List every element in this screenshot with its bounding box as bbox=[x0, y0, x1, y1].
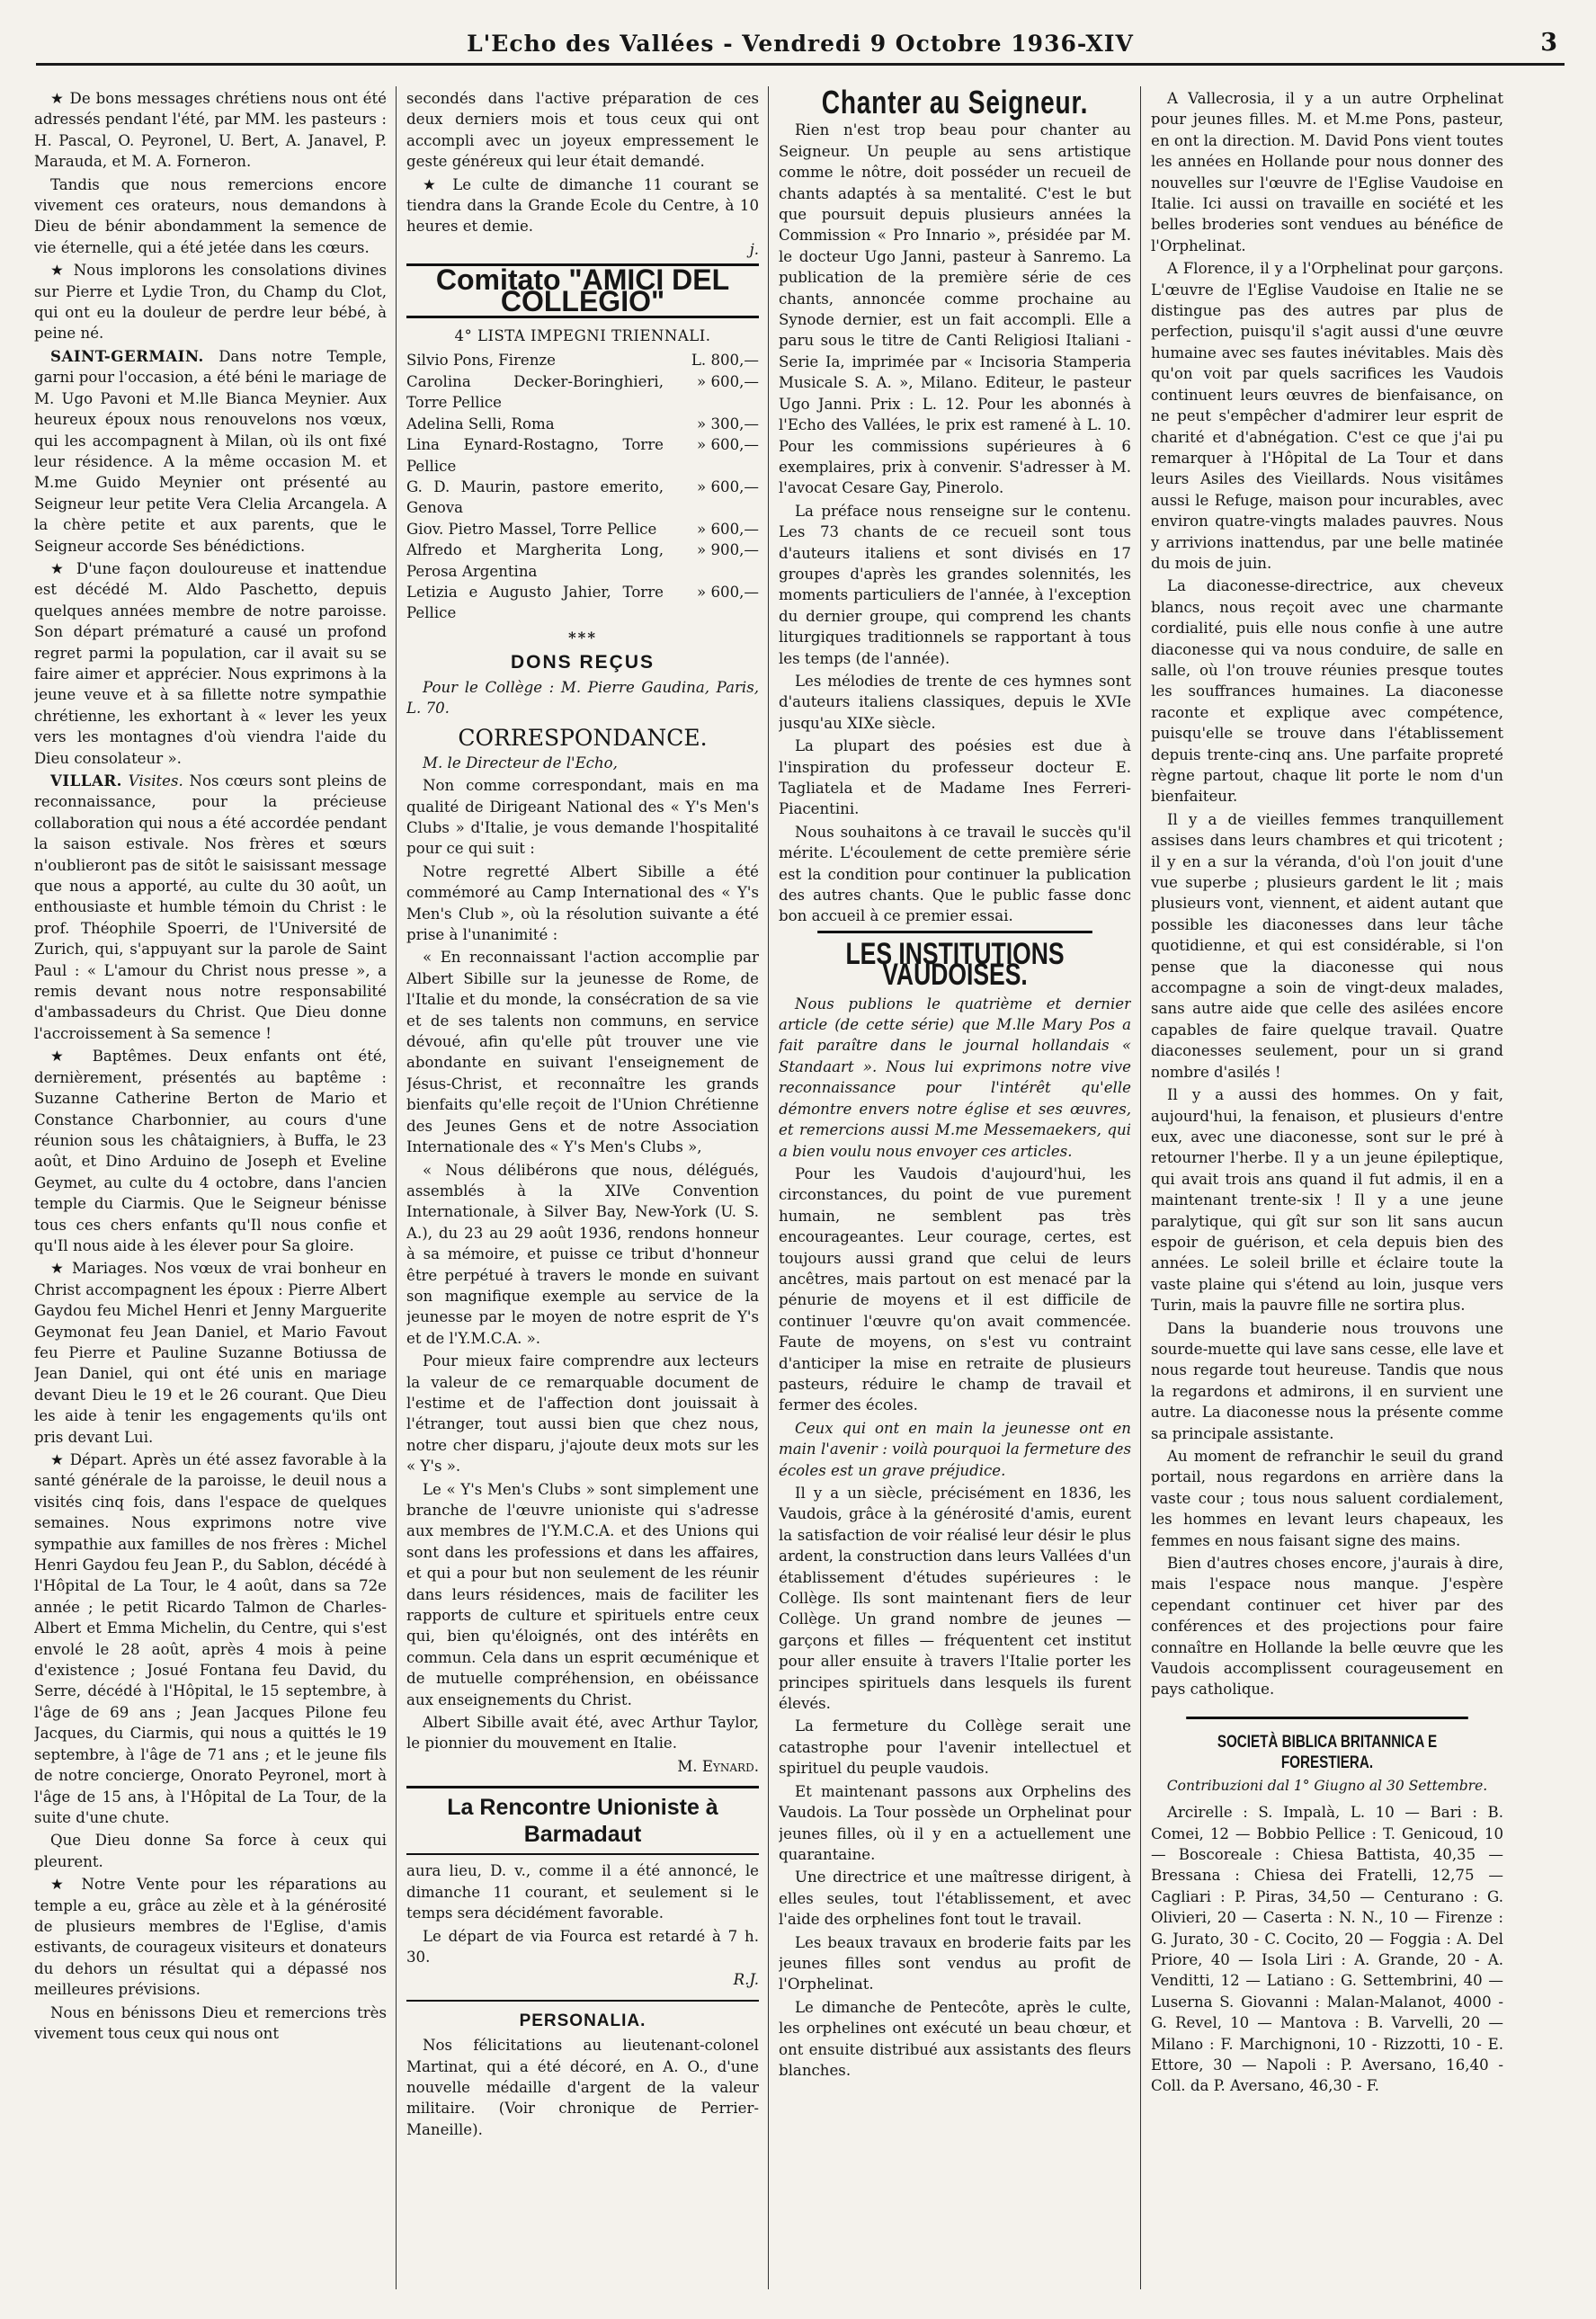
paragraph: Nous souhaitons à ce travail le succès qu'il mérite. L'écoulement de cette première série est la condition pour continuer la publication des autres chants. Que le public fasse donc bon accueil à ce premier essai. bbox=[779, 823, 1131, 925]
parish-label: VILLAR. bbox=[50, 772, 122, 789]
dons-heading: DONS REÇUS bbox=[510, 652, 655, 673]
column-rule bbox=[768, 86, 769, 2289]
paragraph: La préface nous renseigne sur le contenu. Les 73 chants de ce recueil sont tous d'auteurs italiens et sont divisés en 17 groupes d'après les grandes solennités, les moments particuliers de l'année, à l'exception du dernier groupe, qui comprend les chants liturgiques traditionnels se rapportant à tous les temps (de l'année). bbox=[779, 502, 1131, 667]
biblica-subtitle: Contribuzioni dal 1° Giugno al 30 Settembre. bbox=[1166, 1777, 1488, 1794]
paragraph: « Nous délibérons que nous, délégués, assemblés à la XIVe Convention Internationale, à Silver Bay, New-York (U. S. A.), du 23 au 29 août 1936, rendons honneur à sa mémoire, et puisse ce tribut d'honneur être perpétué à travers le monde en suivant son magnifique exemple au service de la jeunesse par le moyen de notre esprit de Y's et de l'Y.M.C.A. ». bbox=[406, 1161, 759, 1347]
paragraph: A Florence, il y a l'Orphelinat pour garçons. L'œuvre de l'Eglise Vaudoise en Italie ne se distingue pas des autres par plus de perfection, puisqu'il s'agit aussi d'une œuvre humaine avec ses fautes inévitables. Mais dès qu'on voit par quels sacrifices les Vaudois continuent leurs œuvres de bienfaisance, on ne peut s'empêcher d'admirer leur esprit de charité et d'abnégation. C'est ce que j'ai pu remarquer à l'Hôpital de La Tour et dans leurs Asiles des Vieillards. Nous visitâmes aussi le Refuge, maison pour incurables, avec environ quatre-vingts malades pauvres. Nous y arrivions inattendus, par une belle matinée du mois de juin. bbox=[1151, 260, 1503, 572]
list-item: Silvio Pons, Firenze L. 800,— bbox=[406, 352, 759, 370]
chanter-heading: Chanter au Seigneur. bbox=[821, 88, 1089, 120]
comitato-heading: Comitato "AMICI DEL COLLEGIO" bbox=[406, 263, 759, 318]
correspondance-heading: CORRESPONDANCE. bbox=[458, 725, 708, 752]
separator-stars: *** bbox=[567, 628, 598, 647]
intro-paragraph: Nous publions le quatrième et dernier article (de cette série) que M.lle Mary Pos a fait paraître dans le journal hollandais « Standaart ». Nous lui exprimons notre vive reconnaissance pour l'intérêt qu'elle démontre envers notre église et ses œuvres, et remercions aussi M.me Messemaekers, qui a bien voulu nous envoyer ces articles. bbox=[779, 994, 1131, 1160]
paragraph: Notre regretté Albert Sibille a été commémoré au Camp International des « Y's Men's Club », où la résolution suivante a été prise à l'unanimité : bbox=[406, 862, 759, 944]
paragraph: Et maintenant passons aux Orphelins des Vaudois. La Tour possède un Orphelinat pour jeunes filles, où il y en a actuellement une quarantaine. bbox=[779, 1782, 1131, 1863]
paragraph: Le départ de via Fourca est retardé à 7 h. 30. bbox=[406, 1927, 759, 1966]
rencontre-heading: La Rencontre Unioniste à Barmadaut bbox=[406, 1786, 759, 1855]
paragraph: Ceux qui ont en main la jeunesse ont en main l'avenir : voilà pourquoi la fermeture des écoles est un grave préjudice. bbox=[779, 1419, 1131, 1479]
list-item: Giov. Pietro Massel, Torre Pellice » 600,— bbox=[406, 520, 759, 538]
paragraph: A Vallecrosia, il y a un autre Orphelinat pour jeunes filles. M. et M.me Pons, pasteur, en ont la direction. M. David Pons vient toutes les années en Hollande pour nous donner des nouvelles sur l'œuvre de l'Eglise Vaudoise en Italie. Ici aussi on travaille en société et les belles broderies sont vendues au bénéfice de l'Orphelinat. bbox=[1151, 90, 1503, 254]
paragraph: La diaconesse-directrice, aux cheveux blancs, nous reçoit avec une charmante cordialité, puis elle nous confie à une autre diaconesse qui va nous conduire, de salle en salle, où l'on trouve réunies presque toutes les souffrances humaines. La diaconesse raconte et explique avec compétence, puisqu'elle se trouve dans l'établissement depuis trente-cinq ans. Une parfaite propreté règne partout, chaque lit porte le nom d'un bienfaiteur. bbox=[1151, 577, 1503, 806]
paragraph: Le dimanche de Pentecôte, après le culte, les orphelines ont exécuté un beau chœur, et ont ensuite distribué aux assistants des fleurs blanches. bbox=[779, 1998, 1131, 2079]
parish-label: SAINT-GERMAIN. bbox=[50, 346, 204, 365]
list-item: Adelina Selli, Roma » 300,— bbox=[406, 415, 759, 433]
paragraph: ★ Le culte de dimanche 11 courant se tiendra dans la Grande Ecole du Centre, à 10 heures et demie. bbox=[406, 175, 759, 236]
paragraph: ★ Départ. Après un été assez favorable à la santé générale de la paroisse, le deuil nous a visités cinq fois, dans l'espace de quelques semaines. Nous exprimons notre vive sympathie aux familles de nos frères : Michel Henri Gaydou feu Jean P., du Sablon, décédé à l'Hôpital de La Tour, le 4 août, dans sa 72e année ; le petit Ricardo Talmon de Charles-Albert et Emma Michelin, du Centre, qui s'est envolé le 28 août, après 4 mois à peine d'existence ; Josué Fontana feu David, du Serre, décédé à l'Hôpital, le 15 septembre, à l'âge de 69 ans ; Jean Jacques Pilone feu Jacques, du Ciarmis, qui nous a quittés le 19 septembre, à l'âge de 71 ans ; et le jeune fils de notre concierge, Onorato Peyronel, mort à l'âge de 15 ans, à l'Hôpital de La Tour, de la suite d'une chute. bbox=[34, 1451, 387, 1826]
paragraph: Le « Y's Men's Clubs » sont simplement une branche de l'œuvre unioniste qui s'adresse aux membres de l'Y.M.C.A. et des Unions qui sont dans les professions et dans les affaires, et qui a pour but non seulement de les réunir dans leurs résidences, mais de faciliter les rapports de culture et spirituels entre ceux qui, bien qu'éloignés, ont des intérêts en commun. Cela dans un esprit œcuménique et de mutuelle compréhension, en obéissance aux enseignements du Christ. bbox=[406, 1480, 759, 1708]
donations-list bbox=[406, 350, 759, 623]
paragraph: Pour les Vaudois d'aujourd'hui, les circonstances, du point de vue purement humain, ne semblent pas très encourageantes. Leur courage, certes, est toujours aussi grand que celui de leurs ancêtres, mais partout on est menacé par la pénurie de moyens et il est difficile de continuer l'œuvre qu'on avait commencée. Faute de moyens, on s'est vu contraint d'anticiper la mise en retraite de plusieurs pasteurs, réduire le champ de travail et fermer des écoles. bbox=[779, 1164, 1131, 1414]
paragraph: Une directrice et une maîtresse dirigent, à elles seules, tout l'établissement, et avec l'aide des orphelines font tout le travail. bbox=[779, 1869, 1131, 1929]
section-label: Visites. bbox=[121, 772, 183, 789]
paragraph: Tandis que nous remercions encore vivement ces orateurs, nous demandons à Dieu de bénir abondamment la semence de vie éternelle, qui a été jetée dans les cœurs. bbox=[34, 175, 387, 256]
column-3 bbox=[779, 88, 1131, 2291]
paragraph: Rien n'est trop beau pour chanter au Seigneur. Un peuple au sens artistique comme le nôtre, doit posséder un recueil de chants adaptés à sa mentalité. C'est le but que poursuit depuis plusieurs années la Commission « Pro Innario », présidée par M. le docteur Ugo Janni, pasteur à Sanremo. La publication de la première série de ces chants, annoncée comme prochaine au Synode dernier, est un fait accompli. Elle a paru sous le titre de Canti Religiosi Italiani - Serie Ia, imprimée par « Incisoria Stamperia Musicale S. A. », Milano. Editeur, le pasteur Ugo Janni. Prix : L. 12. Pour les abonnés à l'Echo des Vallées, le prix est ramené à L. 10. Pour les commissions supérieures à 6 exemplaires, prix à convenir. S'adresser à M. l'avocat Cesare Gay, Pinerolo. bbox=[779, 121, 1131, 497]
signature: M. Eynard. bbox=[677, 1757, 759, 1775]
paragraph: Il y a aussi des hommes. On y fait, aujourd'hui, la fenaison, et plusieurs d'entre eux, avec une diaconesse, sont sur le pré à retourner l'herbe. Il y a un jeune épileptique, qui avait trois ans quand il fut admis, il en a maintenant trente-six ! Il y a une jeune paralytique, qui gît sur son lit sans aucun espoir de guérison, et cela depuis bien des années. Le soleil brille et éclaire toute la vaste plaine qui s'étend au loin, jusque vers Turin, mais la pauvre fille ne sortira plus. bbox=[1151, 1086, 1503, 1315]
paragraph: ★ Nous implorons les consolations divines sur Pierre et Lydie Tron, du Champ du Clot, qui ont eu la douleur de perdre leur bébé, à peine né. bbox=[34, 262, 387, 343]
column-rule bbox=[1140, 86, 1141, 2289]
paragraph: ★ Baptêmes. Deux enfants ont été, dernièrement, présentés au baptême : Suzanne Catherine Berton de Mario et Constance Charbonnier, au cours d'une réunion sous les châtaigniers, à Buffa, le 23 août, et Dino Arduino de Joseph et Eveline Geymet, au culte du 4 octobre, dans l'ancien temple du Ciarmis. Que le Seigneur bénisse tous ces chers enfants qu'Il nous confie et qu'Il nous aide à les élever pour Sa gloire. bbox=[34, 1048, 387, 1254]
paragraph: Dans la buanderie nous trouvons une sourde-muette qui lave sans cesse, elle lave et nous regarde tout heureuse. Tandis que nous la regardons et admirons, il en survient une autre. La diaconesse nous la présente comme sa principale assistante. bbox=[1151, 1319, 1503, 1442]
column-2 bbox=[406, 88, 759, 2291]
list-title: 4° LISTA IMPEGNI TRIENNALI. bbox=[454, 327, 711, 345]
saint-germain-news bbox=[34, 346, 387, 557]
paragraph: Albert Sibille avait été, avec Arthur Taylor, le pionnier du mouvement en Italie. bbox=[406, 1714, 759, 1753]
paragraph: Bien d'autres choses encore, j'aurais à dire, mais l'espace nous manque. J'espère cependant continuer cet hiver par des conférences et des projections pour faire connaître en Hollande la belle œuvre que les Vaudois accomplissent courageusement en pays catholique. bbox=[1151, 1555, 1503, 1699]
biblica-heading: SOCIETÀ BIBLICA BRITANNICA E FORESTIERA. bbox=[1186, 1717, 1468, 1774]
list-item: Carolina Decker-Boringhieri, Torre Pellice » 600,— bbox=[406, 372, 759, 412]
page-number: 3 bbox=[1540, 29, 1557, 57]
paragraph: Arcirelle : S. Impalà, L. 10 — Bari : B. Comei, 12 — Bobbio Pellice : T. Genicoud, 10 — Boscoreale : Chiesa Battista, 40,35 — Bressana : Chiesa dei Fratelli, 12,75 — Cagliari : P. Piras, 34,50 — Centurano : G. Olivieri, 20 — Caserta : N. N., 10 — Firenze : G. Jurato, 30 - C. Cocito, 20 — Foggia : A. Del Priore, 40 — Isola Liri : A. Grande, 20 - A. Venditti, 12 — Latiano : G. Settembrini, 40 — Luserna S. Giovanni : Malan-Malanot, 4000 - G. Revel, 10 — Mantova : B. Varvelli, 20 — Milano : F. Marchignoni, 10 - Rizzotti, 10 - E. Ettore, 30 — Napoli : P. Aversano, 16,40 - Coll. da P. Aversano, 46,30 - F. bbox=[1151, 1804, 1503, 2095]
list-item: Alfredo et Margherita Long, Perosa Argentina » 900,— bbox=[406, 541, 759, 580]
signature: j. bbox=[749, 240, 759, 258]
paragraph: Non comme correspondant, mais en ma qualité de Dirigeant National des « Y's Men's Clubs » d'Italie, je vous demande l'hospitalité pour ce qui suit : bbox=[406, 777, 759, 858]
parish-text: Dans notre Temple, garni pour l'occasion, a été béni le mariage de M. Ugo Pavoni et M.lle Bianca Meynier. Aux heureux époux nous renouvelons nos vœux, qui les accompagnent à Milan, où ils ont fixé leur résidence. A la même occasion M. et M.me Guido Meynier ont présenté au Seigneur leur petite Vera Clelia Arcangela. A la chère petite et aux parents, que le Seigneur accorde Ses bénédictions. bbox=[34, 347, 387, 555]
paragraph: Pour le Collège : M. Pierre Gaudina, Paris, L. 70. bbox=[406, 678, 759, 717]
paragraph: Pour mieux faire comprendre aux lecteurs la valeur de ce remarquable document de l'estime et de l'affection dont jouissait à l'étranger, tout aussi bien que chez nous, notre cher disparu, j'ajoute deux mots sur les « Y's ». bbox=[406, 1352, 759, 1476]
paragraph: La plupart des poésies est due à l'inspiration du professeur docteur E. Tagliatela et de Madame Ines Ferreri-Piacentini. bbox=[779, 737, 1131, 818]
paragraph: Nos félicitations au lieutenant-colonel Martinat, qui a été décoré, en A. O., d'une nouvelle médaille d'argent de la valeur militaire. (Voir chronique de Perrier-Maneille). bbox=[406, 2037, 759, 2138]
paragraph: Il y a de vieilles femmes tranquillement assises dans leurs chambres et qui tricotent ; il y en a sur la véranda, d'où l'on jouit d'une vue superbe ; plusieurs gardent le lit ; mais plusieurs vont, viennent, et aident autant que possible les diaconesses dans leur tâche quotidienne, et qui est considérable, si l'on pense que la diaconesse qui nous accompagne a soin de vingt-deux malades, sans autre aide que celle des asilées encore capables de faire quelque travail. Quatre diaconesses seulement, pour un si grand nombre d'asilés ! bbox=[1151, 810, 1503, 1081]
paragraph: ★ Mariages. Nos vœux de vrai bonheur en Christ accompagnent les époux : Pierre Albert Gaydou feu Michel Henri et Jenny Marguerite Geymonat feu Jean Daniel, et Mario Favout feu Pierre et Pauline Suzanne Botiussa de Jean Daniel, qui ont été unis en mariage devant Dieu le 19 et le 26 courant. Que Dieu les aide à tenir les engagements qu'ils ont pris devant Lui. bbox=[34, 1260, 387, 1446]
paragraph: ★ De bons messages chrétiens nous ont été adressés pendant l'été, par MM. les pasteurs : H. Pascal, O. Peyronel, U. Bert, A. Janavel, P. Marauda, et M. A. Forneron. bbox=[34, 90, 387, 171]
personalia-heading: PERSONALIA. bbox=[406, 2000, 759, 2031]
paragraph: aura lieu, D. v., comme il a été annoncé, le dimanche 11 courant, et seulement si le temps sera décidément favorable. bbox=[406, 1862, 759, 1922]
paragraph: « En reconnaissant l'action accomplie par Albert Sibille sur la jeunesse de Rome, de l'Italie et du monde, la consécration de sa vie et de ses talents non communs, en service dévoué, afin qu'elle pût trouver une vie abondante en suivant l'enseignement de Jésus-Christ, et reconnaître les grands bienfaits qu'elle reçoit de l'Union Chrétienne des Jeunes Gens et de notre Association Internationale des « Y's Men's Clubs », bbox=[406, 949, 759, 1156]
salutation: M. le Directeur de l'Echo, bbox=[423, 754, 618, 772]
paragraph: La fermeture du Collège serait une catastrophe pour l'avenir intellectuel et spirituel du peuple vaudois. bbox=[779, 1717, 1131, 1778]
column-4 bbox=[1151, 88, 1503, 2291]
paragraph: Les mélodies de trente de ces hymnes sont d'auteurs italiens classiques, depuis le XVIe jusqu'au XIXe siècle. bbox=[779, 672, 1131, 732]
paragraph: Nous en bénissons Dieu et remercions très vivement tous ceux qui nous ont bbox=[34, 2003, 387, 2042]
list-item: Letizia e Augusto Jahier, Torre Pellice » 600,— bbox=[406, 583, 759, 622]
paragraph: secondés dans l'active préparation de ces deux derniers mois et tous ceux qui ont accompli avec un joyeux empressement le geste généreux qui leur était demandé. bbox=[406, 90, 759, 171]
newspaper-title: L'Echo des Vallées - Vendredi 9 Octobre 1936-XIV bbox=[467, 31, 1134, 57]
signature: R.J. bbox=[733, 1971, 759, 1989]
paragraph: Au moment de refranchir le seuil du grand portail, nous regardons en arrière dans la vaste cour ; tous nous saluent cordialement, les hommes en levant leurs chapeaux, les femmes en nous faisant signe des mains. bbox=[1151, 1448, 1503, 1549]
column-1 bbox=[34, 88, 387, 2291]
paragraph: Que Dieu donne Sa force à ceux qui pleurent. bbox=[34, 1832, 387, 1870]
list-item: G. D. Maurin, pastore emerito, Genova » 600,— bbox=[406, 477, 759, 517]
paragraph: ★ Notre Vente pour les réparations au temple a eu, grâce au zèle et à la générosité de plusieurs membres de l'Eglise, d'amis estivants, de courageux visiteurs et donateurs du dehors un résultat qui a dépassé nos meilleures prévisions. bbox=[34, 1876, 387, 1999]
villar-news bbox=[34, 771, 387, 1044]
paragraph: ★ D'une façon douloureuse et inattendue est décédé M. Aldo Paschetto, depuis quelques années membre de notre paroisse. Son départ prématuré a causé un profond regret parmi la population, car il avait su se faire aimer et apprécier. Nous exprimons à la jeune veuve et à sa fillette notre sympathie chrétienne, les exhortant à « lever les yeux vers les montagnes d'où viendra l'aide du Dieu consolateur ». bbox=[34, 559, 387, 767]
parish-text: Nos cœurs sont pleins de reconnaissance, pour la précieuse collaboration qui nous a été accordée pendant la saison estivale. Nos frères et sœurs n'oublieront pas de sitôt le saisissant message que nous a apporté, au culte du 30 août, un enthousiaste et humble témoin du Christ : le prof. Théophile Spoerri, de l'Université de Zurich, qui, s'appuyant sur la parole de Saint Paul : « L'amour du Christ nous presse », a remis devant nous notre responsabilité d'ambassadeurs du Christ. Que Dieu donne l'accroissement à Sa semence ! bbox=[34, 772, 387, 1042]
paragraph: Les beaux travaux en broderie faits par les jeunes filles sont vendus au profit de l'Orphelinat. bbox=[779, 1933, 1131, 1993]
institutions-heading: LES INSTITUTIONS VAUDOISES. bbox=[817, 931, 1092, 986]
paragraph: Il y a un siècle, précisément en 1836, les Vaudois, grâce à la générosité d'amis, eurent la satisfaction de voir réalisé leur désir le plus ardent, la construction dans leurs Vallées d'un établissement d'études supérieures : le Collège. Ils sont maintenant fiers de leur Collège. Un grand nombre de jeunes — garçons et filles — fréquentent cet institut pour aller ensuite à travers l'Italie porter les principes spirituels dans lesquels ils furent élevés. bbox=[779, 1485, 1131, 1713]
list-item: Lina Eynard-Rostagno, Torre Pellice » 600,— bbox=[406, 436, 759, 475]
page-header bbox=[36, 27, 1565, 66]
column-rule bbox=[396, 86, 397, 2289]
